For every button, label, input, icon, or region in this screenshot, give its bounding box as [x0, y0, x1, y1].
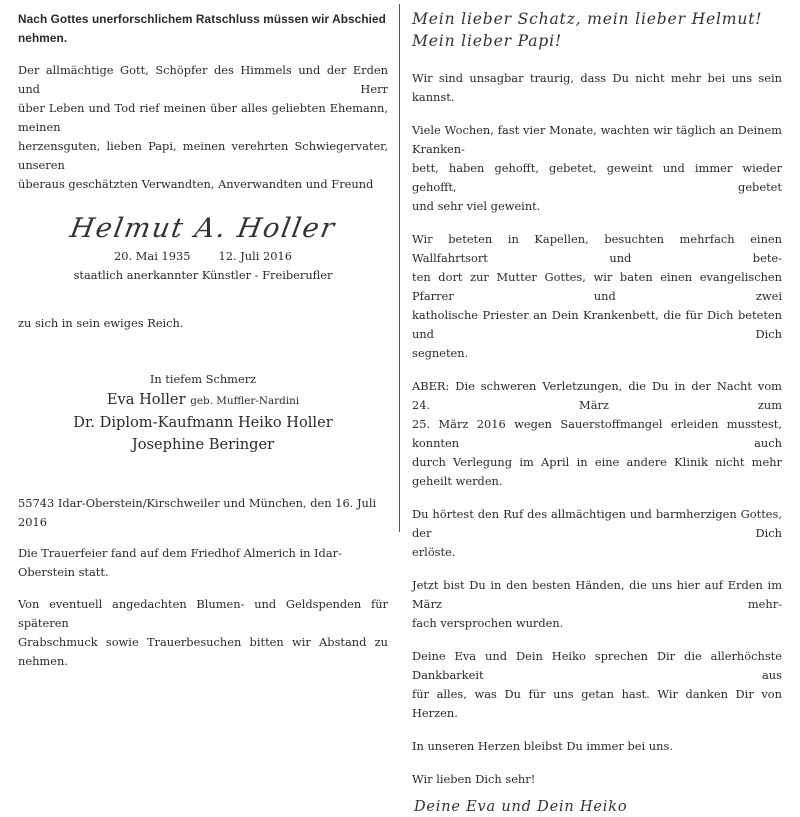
letter-line: Jetzt bist Du in den besten Händen, die uns hier auf Erden im März mehr- — [412, 578, 782, 611]
letter-line: Wir sind unsagbar traurig, dass Du nicht mehr bei uns sein kannst. — [412, 71, 782, 104]
letter-paragraph — [412, 770, 782, 789]
letter-line: für alles, was Du für uns getan hast. Wir danken Dir von Herzen. — [412, 687, 782, 720]
letter-paragraph — [412, 121, 782, 216]
letter-line: Wir beteten in Kapellen, besuchten mehrfach einen Wallfahrtsort und bete- — [412, 232, 782, 265]
letter-line: Viele Wochen, fast vier Monate, wachten wir täglich an Deinem Kranken- — [412, 123, 782, 156]
donation-note — [18, 595, 388, 671]
letter-line: fach versprochen wurden. — [412, 616, 564, 630]
mourning-intro: In tiefem Schmerz — [149, 372, 257, 386]
right-column — [412, 0, 782, 817]
greeting-line-1: Mein lieber Schatz, mein lieber Helmut! — [412, 10, 763, 28]
intro-line: Der allmächtige Gott, Schöpfer des Himmels und der Erden und Herr — [18, 63, 388, 96]
left-column — [18, 0, 388, 671]
intro-line: überaus geschätzten Verwandten, Anverwandten und Freund — [18, 177, 374, 191]
column-divider — [399, 4, 400, 532]
letter-paragraph — [412, 576, 782, 633]
letter-line: Du hörtest den Ruf des allmächtigen und barmherzigen Gottes, der Dich — [412, 507, 782, 540]
letter-line: bett, haben gehofft, gebetet, geweint und immer wieder gehofft, gebetet — [412, 161, 782, 194]
funeral-note: Die Trauerfeier fand auf dem Friedhof Almerich in Idar-Oberstein statt. — [18, 546, 342, 579]
letter-paragraph — [412, 230, 782, 363]
letter-line: ten dort zur Mutter Gottes, wir baten einen evangelischen Pfarrer und zwei — [412, 270, 782, 303]
letter-line: segneten. — [412, 346, 469, 360]
letter-paragraph — [412, 505, 782, 562]
signoff: Deine Eva und Dein Heiko — [414, 799, 628, 815]
letter-line: katholische Priester an Dein Krankenbett, die für Dich beteten und Dich — [412, 308, 782, 341]
birth-date: 20. Mai 1935 — [114, 249, 191, 263]
mourner-eva — [18, 389, 388, 412]
letter-paragraph — [412, 69, 782, 107]
letter-line: Deine Eva und Dein Heiko sprechen Dir die allerhöchste Dankbarkeit aus — [412, 649, 782, 682]
headline: Nach Gottes unerforschlichem Ratschluss müssen wir Abschied nehmen. — [18, 12, 386, 45]
letter-paragraph — [412, 377, 782, 491]
letter-body — [412, 69, 782, 789]
letter-line: und sehr viel geweint. — [412, 199, 541, 213]
mourner1-name: Eva Holler — [106, 391, 186, 408]
greeting-block — [412, 8, 782, 52]
profession: staatlich anerkannter Künstler - Freiberufler — [73, 268, 333, 282]
mourner-josephine: Josephine Beringer — [131, 436, 275, 453]
place-date: 55743 Idar-Oberstein/Kirschweiler und München, den 16. Juli 2016 — [18, 496, 377, 529]
greeting-line-2: Mein lieber Papi! — [412, 32, 562, 50]
donation-line: Grabschmuck sowie Trauerbesuchen bitten wir Abstand zu nehmen. — [18, 635, 388, 668]
intro-line: über Leben und Tod rief meinen über alles geliebten Ehemann, meinen — [18, 101, 388, 134]
mourners-block — [18, 370, 388, 456]
intro-line: herzensguten, lieben Papi, meinen verehrten Schwiegervater, unseren — [18, 139, 388, 172]
letter-line: In unseren Herzen bleibst Du immer bei uns. — [412, 739, 673, 753]
letter-line: 25. März 2016 wegen Sauerstoffmangel erleiden musstest, konnten auch — [412, 417, 782, 450]
letter-line: erlöste. — [412, 545, 456, 559]
mourner1-note: geb. Muffler-Nardini — [190, 395, 300, 407]
letter-paragraph — [412, 647, 782, 723]
deceased-name: Helmut A. Holler — [67, 213, 339, 244]
life-dates — [18, 247, 388, 266]
letter-line: Wir lieben Dich sehr! — [412, 772, 536, 786]
mourner-heiko: Dr. Diplom-Kaufmann Heiko Holler — [73, 414, 333, 431]
letter-line: durch Verlegung im April in eine andere Klinik nicht mehr geheilt werden. — [412, 455, 782, 488]
letter-line: ABER: Die schweren Verletzungen, die Du in der Nacht vom 24. März zum — [412, 379, 782, 412]
death-date: 12. Juli 2016 — [218, 249, 292, 263]
letter-paragraph — [412, 737, 782, 756]
reich-line: zu sich in sein ewiges Reich. — [18, 316, 184, 330]
donation-line: Von eventuell angedachten Blumen- und Geldspenden für späteren — [18, 597, 388, 630]
intro-text — [18, 61, 388, 194]
